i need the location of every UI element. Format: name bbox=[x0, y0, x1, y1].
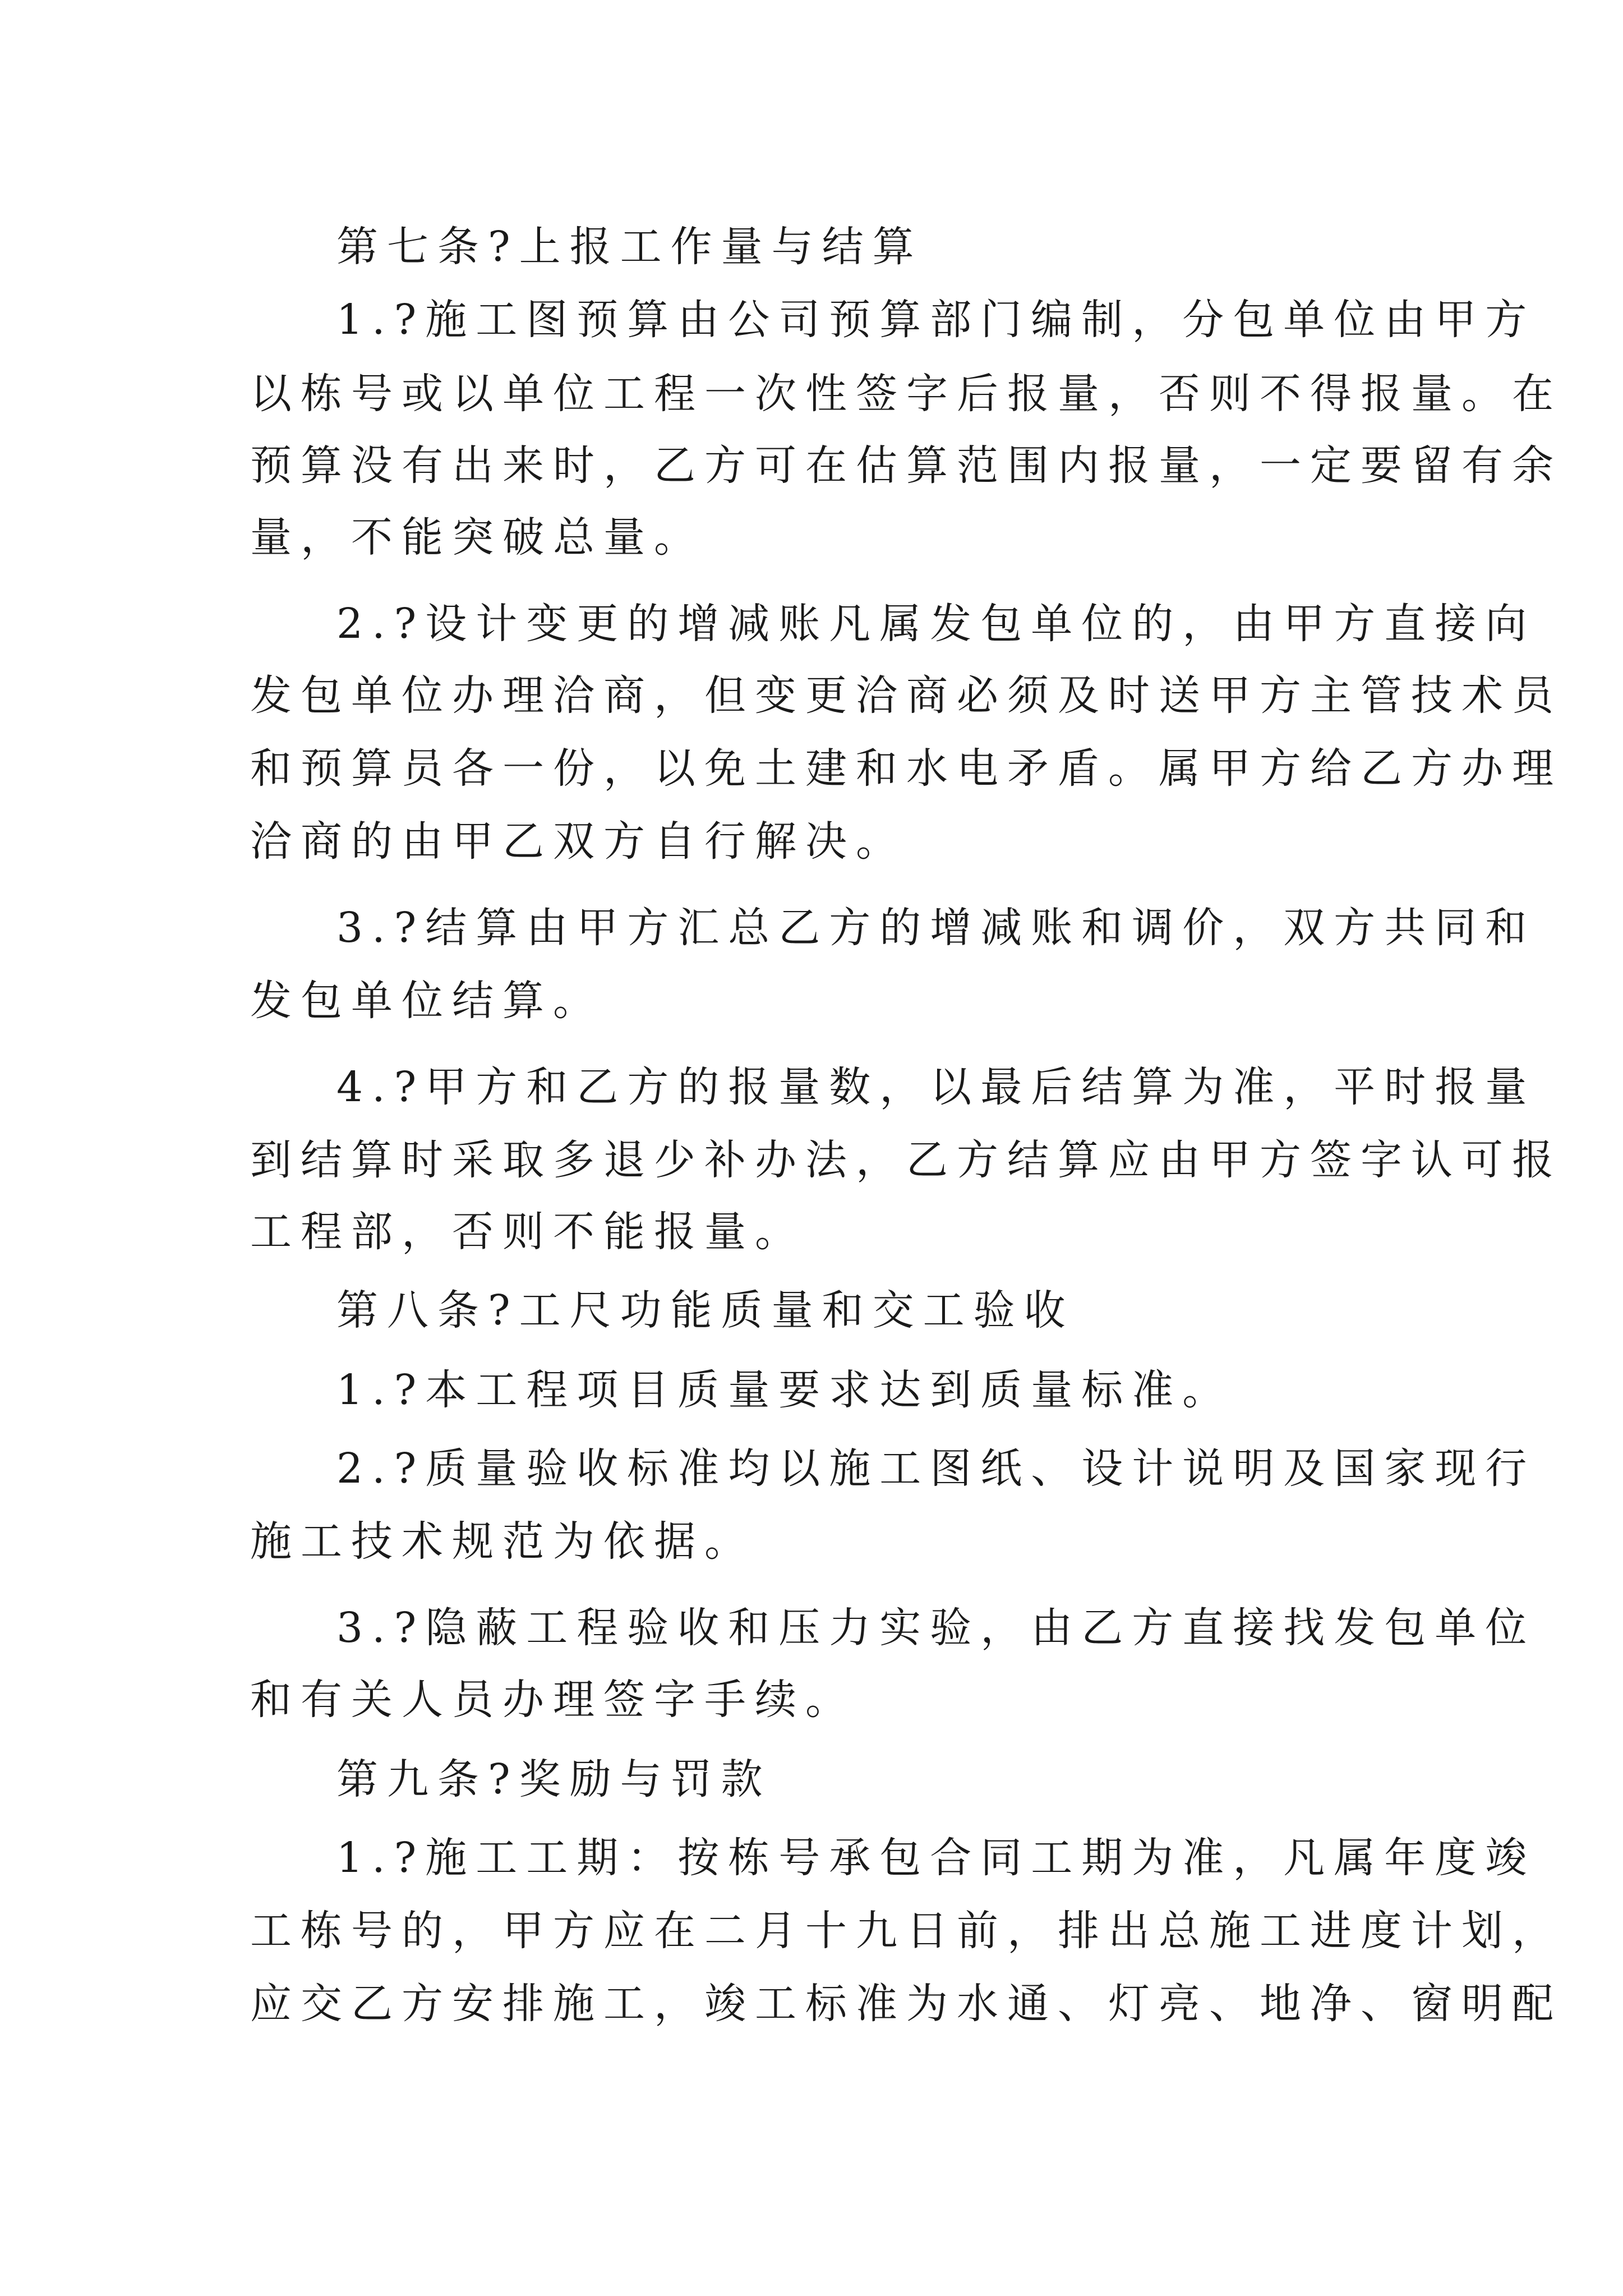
paragraph-line: 发包单位办理洽商，但变更洽商必须及时送甲方主管技术员 bbox=[250, 671, 1562, 720]
paragraph-line: 发包单位结算。 bbox=[250, 977, 603, 1025]
paragraph-line: 工程部，否则不能报量。 bbox=[250, 1208, 805, 1256]
paragraph-line: 和预算员各一份，以免土建和水电矛盾。属甲方给乙方办理 bbox=[250, 744, 1562, 793]
paragraph-line: 和有关人员办理签字手续。 bbox=[250, 1676, 856, 1724]
paragraph-line: 2.?设计变更的增减账凡属发包单位的，由甲方直接向 bbox=[336, 600, 1536, 648]
paragraph-line: 洽商的由甲乙双方自行解决。 bbox=[250, 817, 906, 866]
paragraph-line: 预算没有出来时，乙方可在估算范围内报量，一定要留有余 bbox=[250, 441, 1562, 490]
paragraph-line: 应交乙方安排施工，竣工标准为水通、灯亮、地净、窗明配 bbox=[250, 1980, 1562, 2028]
paragraph-line: 2.?质量验收标准均以施工图纸、设计说明及国家现行 bbox=[336, 1444, 1536, 1493]
paragraph-line: 量，不能突破总量。 bbox=[250, 513, 704, 562]
paragraph-line: 1.?施工图预算由公司预算部门编制，分包单位由甲方 bbox=[336, 296, 1536, 344]
paragraph-line: 到结算时采取多退少补办法，乙方结算应由甲方签字认可报 bbox=[250, 1136, 1562, 1184]
paragraph-line: 以栋号或以单位工程一次性签字后报量，否则不得报量。在 bbox=[250, 370, 1562, 418]
paragraph-line: 1.?施工工期：按栋号承包合同工期为准，凡属年度竣 bbox=[336, 1834, 1536, 1882]
paragraph-line: 1.?本工程项目质量要求达到质量标准。 bbox=[336, 1366, 1233, 1414]
paragraph-line: 3.?结算由甲方汇总乙方的增减账和调价，双方共同和 bbox=[336, 904, 1536, 952]
paragraph-line: 3.?隐蔽工程验收和压力实验，由乙方直接找发包单位 bbox=[336, 1604, 1536, 1652]
article-9-heading: 第九条?奖励与罚款 bbox=[336, 1755, 772, 1803]
paragraph-line: 工栋号的，甲方应在二月十九日前，排出总施工进度计划， bbox=[250, 1907, 1562, 1955]
paragraph-line: 4.?甲方和乙方的报量数，以最后结算为准，平时报量 bbox=[336, 1063, 1536, 1111]
paragraph-line: 施工技术规范为依据。 bbox=[250, 1517, 755, 1566]
article-8-heading: 第八条?工尺功能质量和交工验收 bbox=[336, 1286, 1075, 1335]
article-7-heading: 第七条?上报工作量与结算 bbox=[336, 223, 923, 271]
